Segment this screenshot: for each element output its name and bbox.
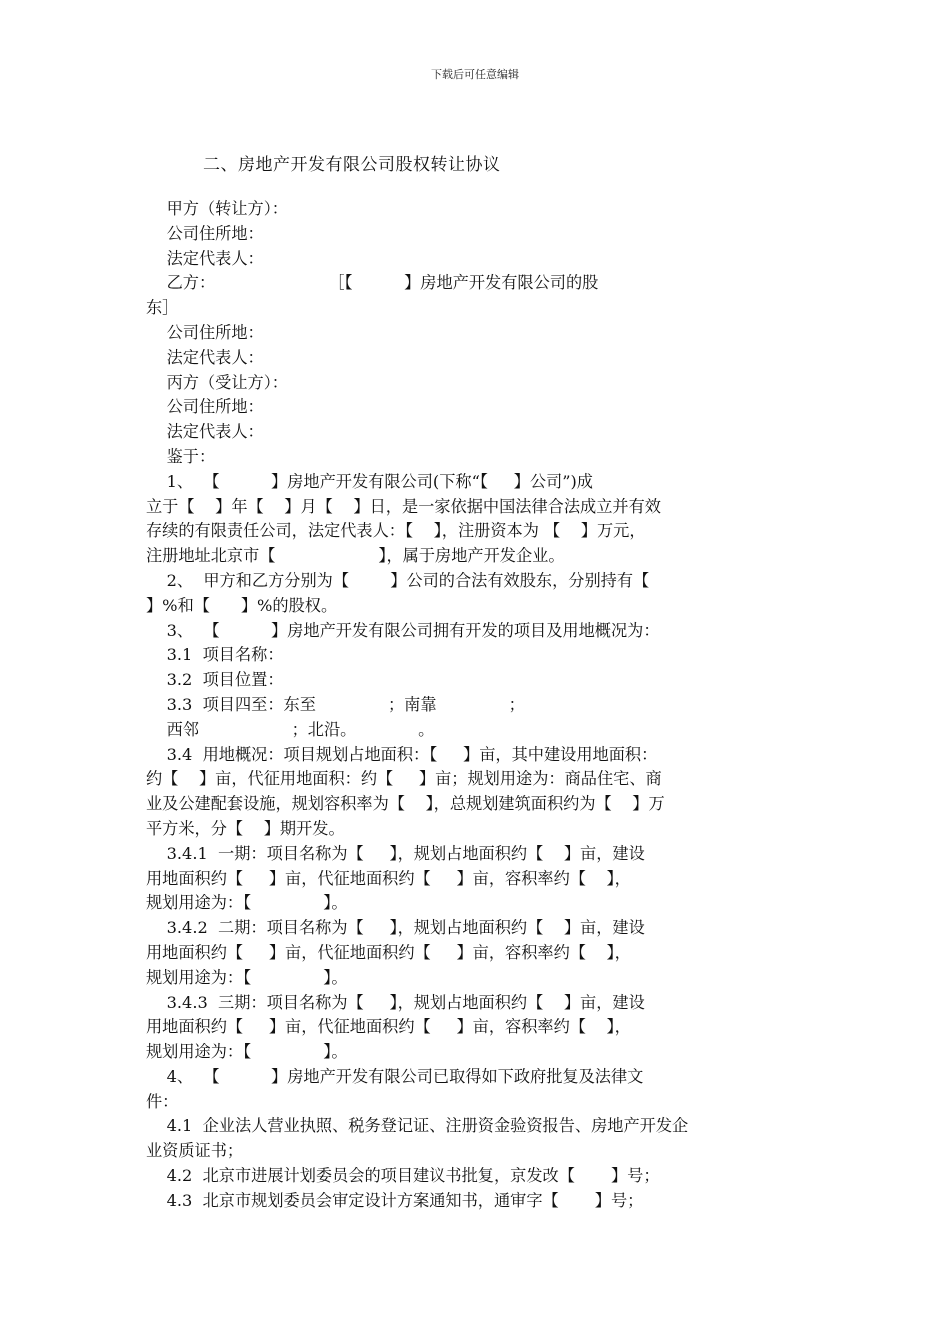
clause-3-1-line: 3.1 项目名称： <box>146 645 284 665</box>
line-party-b: 乙方： ［【 】房地产开发有限公司的股 <box>146 273 599 293</box>
clause-3-4-line: 3.4 用地概况：项目规划占地面积：【 】亩，其中建设用地面积： <box>146 744 658 764</box>
clause-3-2-line: 3.2 项目位置： <box>146 670 284 690</box>
clause-1-line: 1、 【 】房地产开发有限公司(下称“【 】公司”)成 <box>146 471 593 491</box>
line-whereas: 鉴于： <box>146 446 216 466</box>
line-party-b-cont: 东］ <box>146 298 179 318</box>
clause-2-line: 】%和【 】%的股权。 <box>146 595 338 615</box>
clause-3-line: 3、 【 】房地产开发有限公司拥有开发的项目及用地概况为： <box>146 620 660 640</box>
line-party-a: 甲方（转让方）： <box>146 199 288 218</box>
clause-1-line: 立于【 】年【 】月【 】日，是一家依据中国法律合法成立并有效 <box>146 496 661 516</box>
clause-3-4-line: 约【 】亩，代征用地面积：约【 】亩；规划用途为：商品住宅、商 <box>146 769 662 789</box>
clause-4-line: 件： <box>146 1091 179 1111</box>
line-party-c-address: 公司住所地： <box>146 397 264 417</box>
document-body <box>146 197 808 1214</box>
line-party-b-address: 公司住所地： <box>146 322 264 342</box>
clause-3-4-2-line: 规划用途为：【 】。 <box>146 967 348 987</box>
clause-3-4-1-line: 规划用途为：【 】。 <box>146 893 348 913</box>
clause-4-1-line: 业资质证书； <box>146 1141 244 1161</box>
clause-3-4-1-line: 用地面积约【 】亩，代征地面积约【 】亩，容积率约【 】， <box>146 868 631 888</box>
clause-3-4-3-line: 规划用途为：【 】。 <box>146 1042 348 1062</box>
clause-4-line: 4、 【 】房地产开发有限公司已取得如下政府批复及法律文 <box>146 1066 644 1086</box>
line-party-a-rep: 法定代表人： <box>146 248 264 268</box>
clause-3-4-line: 平方米，分【 】期开发。 <box>146 818 345 838</box>
clause-3-4-2-line: 3.4.2 二期：项目名称为【 】，规划占地面积约【 】亩，建设 <box>146 918 645 938</box>
clause-3-4-3-line: 用地面积约【 】亩，代征地面积约【 】亩，容积率约【 】， <box>146 1017 631 1037</box>
clause-4-3-line: 4.3 北京市规划委员会审定设计方案通知书，通审字【 】号； <box>146 1190 644 1210</box>
clause-3-4-line: 业及公建配套设施，规划容积率为【 】，总规划建筑面积约为【 】万 <box>146 794 665 814</box>
clause-1-line: 注册地址北京市【 】，属于房地产开发企业。 <box>146 546 565 566</box>
line-party-c: 丙方（受让方）： <box>146 372 288 392</box>
line-party-a-address: 公司住所地： <box>146 223 264 243</box>
clause-2-line: 2、 甲方和乙方分别为【 】公司的合法有效股东，分别持有【 <box>146 570 650 590</box>
clause-1-line: 存续的有限责任公司，法定代表人：【 】，注册资本为 【 】万元， <box>146 521 646 541</box>
line-party-c-rep: 法定代表人： <box>146 422 264 442</box>
page-header-note: 下载后可任意编辑 <box>431 68 519 81</box>
line-party-b-rep: 法定代表人： <box>146 347 264 367</box>
clause-3-4-3-line: 3.4.3 三期：项目名称为【 】，规划占地面积约【 】亩，建设 <box>146 992 645 1012</box>
document-title: 二、房地产开发有限公司股权转让协议 <box>203 155 501 175</box>
clause-3-3-line: 3.3 项目四至：东至 ；南靠 ； <box>146 694 525 714</box>
clause-3-3-line: 西邻 ；北沿。 。 <box>146 719 435 739</box>
clause-4-1-line: 4.1 企业法人营业执照、税务登记证、注册资金验资报告、房地产开发企 <box>146 1116 689 1136</box>
clause-4-2-line: 4.2 北京市进展计划委员会的项目建议书批复，京发改【 】号； <box>146 1166 660 1186</box>
clause-3-4-1-line: 3.4.1 一期：项目名称为【 】，规划占地面积约【 】亩，建设 <box>146 843 645 863</box>
clause-3-4-2-line: 用地面积约【 】亩，代征地面积约【 】亩，容积率约【 】， <box>146 942 631 962</box>
